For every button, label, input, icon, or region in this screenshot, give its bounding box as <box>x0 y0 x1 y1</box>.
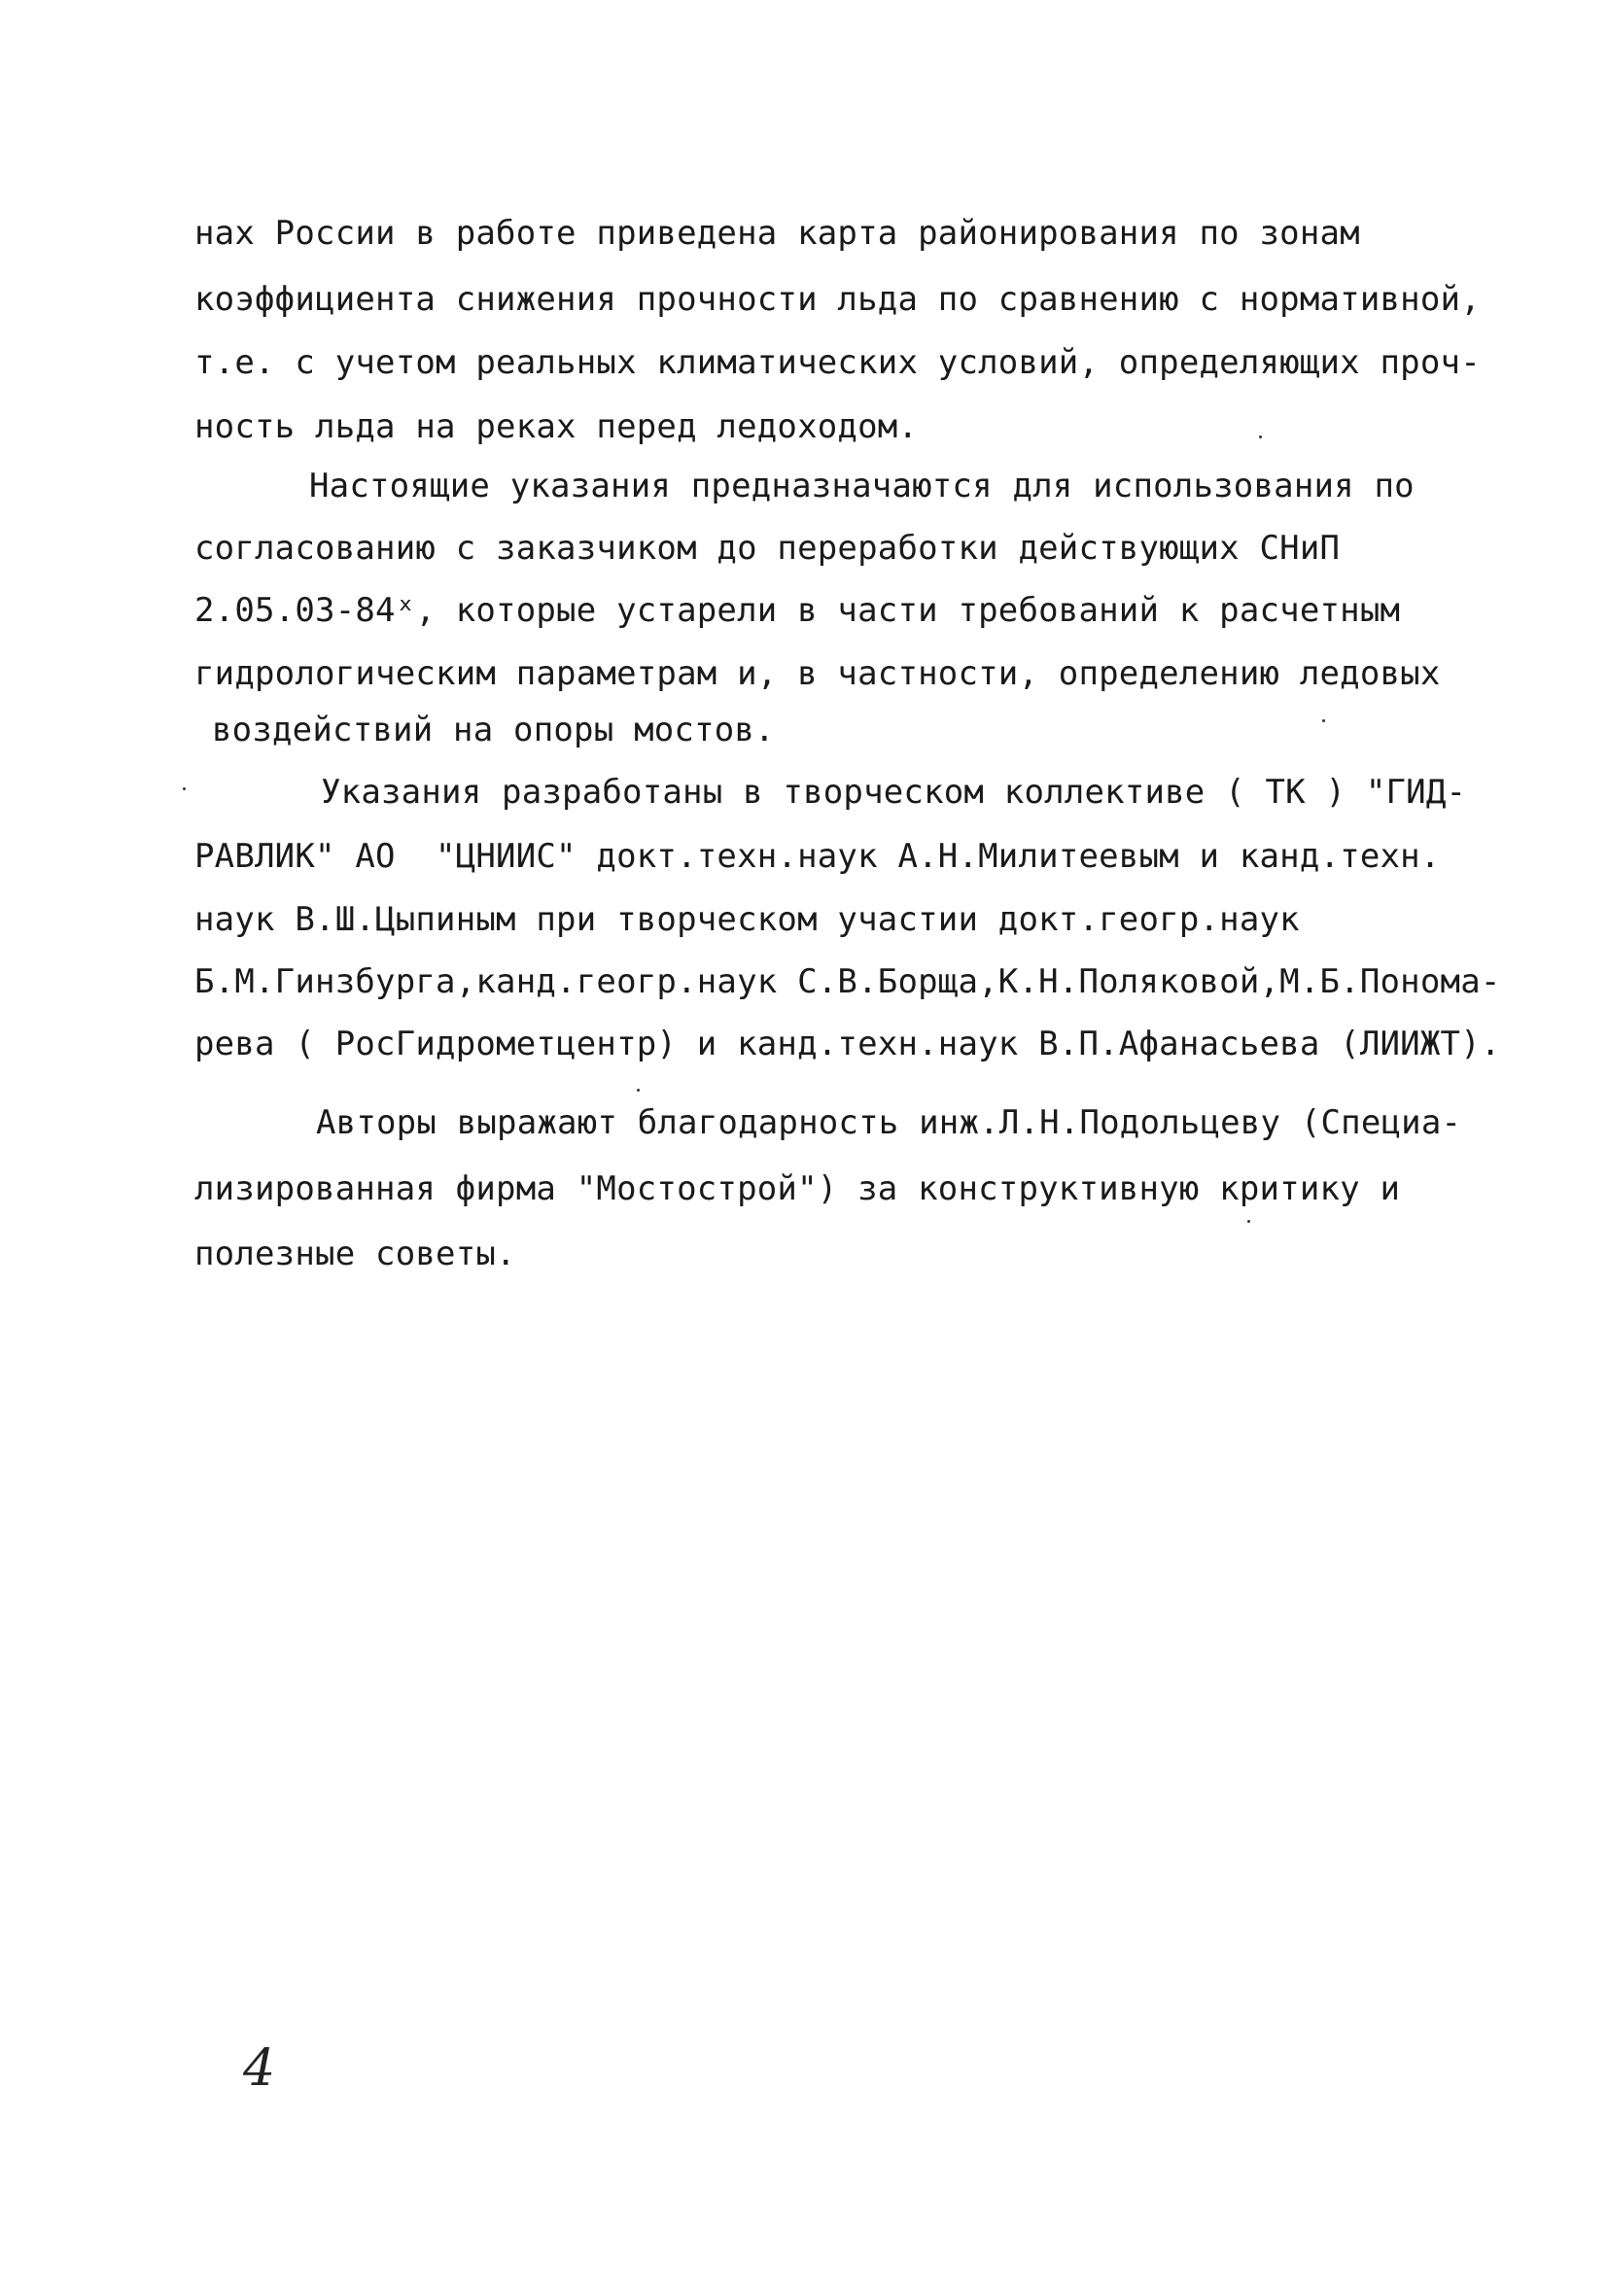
scan-speck <box>1247 1220 1250 1223</box>
text-line: воздействий на опоры мостов. <box>212 711 775 749</box>
text-line: коэффициента снижения прочности льда по сравнению с нормативной, <box>194 280 1481 319</box>
scan-speck <box>637 1089 640 1092</box>
text-line: Б.М.Гинзбурга,канд.геогр.наук С.В.Борща,К.Н.Поляковой,М.Б.Понома- <box>194 962 1501 1001</box>
text-line: наук В.Ш.Цыпиным при творческом участии докт.геогр.наук <box>194 900 1300 939</box>
text-line: ность льда на реках перед ледоходом. <box>194 407 919 446</box>
text-line: т.е. с учетом реальных климатических условий, определяющих проч- <box>194 343 1481 382</box>
text-line: Авторы выражают благодарность инж.Л.Н.Подольцеву (Специа- <box>316 1103 1462 1142</box>
text-line: РАВЛИК" АО "ЦНИИС" докт.техн.наук А.Н.Милитеевым и канд.техн. <box>194 837 1441 876</box>
page-number: 4 <box>243 2039 276 2098</box>
text-line: Настоящие указания предназначаются для использования по <box>309 467 1415 505</box>
text-line: нах России в работе приведена карта районирования по зонам <box>194 214 1360 253</box>
text-line: лизированная фирма "Мостострой") за конструктивную критику и <box>194 1169 1401 1208</box>
scan-speck <box>183 787 186 790</box>
text-line: Указания разработаны в творческом коллективе ( ТК ) "ГИД- <box>321 773 1467 812</box>
text-line: полезные советы. <box>194 1235 516 1273</box>
text-line: 2.05.03-84ˣ, которые устарели в части требований к расчетным <box>194 591 1401 630</box>
text-line: гидрологическим параметрам и, в частности, определению ледовых <box>194 654 1441 693</box>
scan-speck <box>1322 719 1325 722</box>
scan-speck <box>1259 435 1262 438</box>
text-line: согласованию с заказчиком до переработки действующих СНиП <box>194 529 1341 568</box>
text-line: рева ( РосГидрометцентр) и канд.техн.наук В.П.Афанасьева (ЛИИЖТ). <box>194 1025 1501 1063</box>
